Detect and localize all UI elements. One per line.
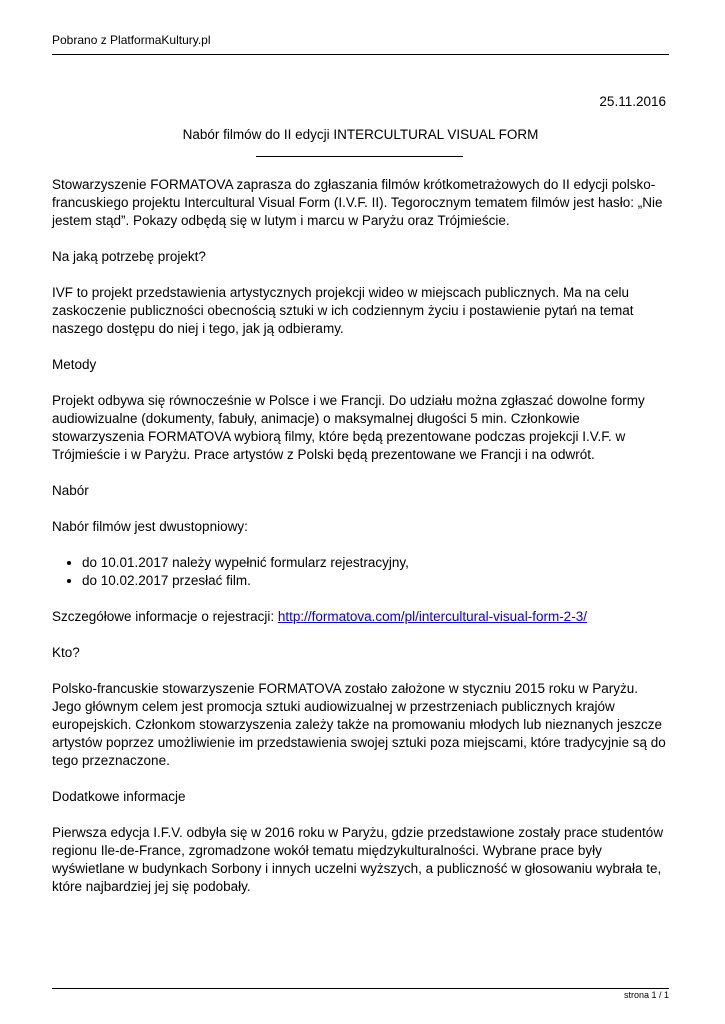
title-underline-divider bbox=[256, 156, 463, 157]
registration-link[interactable]: http://formatova.com/pl/intercultural-visual-form-2-3/ bbox=[277, 609, 587, 624]
recruitment-paragraph: Nabór filmów jest dwustopniowy: bbox=[52, 519, 248, 534]
intro-paragraph: Stowarzyszenie FORMATOVA zaprasza do zgłaszania filmów krótkometrażowych do II edycji polsko-francuskiego projektu Intercultural Visual Form (I.V.F. II). Tegorocznym tematem filmów jest hasło: „Nie jestem stąd”. Pokazy odbędą się w lutym i marcu w Paryżu oraz Trójmieście. bbox=[52, 177, 663, 228]
section-heading-need: Na jaką potrzebę projekt? bbox=[52, 249, 206, 264]
additional-paragraph: Pierwsza edycja I.F.V. odbyła się w 2016 roku w Paryżu, gdzie przedstawione zostały prace studentów regionu Ile-de-France, zgromadzone wokół tematu międzykulturalności. Wybrane prace były wyświetlane w budynkach Sorbony i innych uczelni wyższych, a publiczność w głosowaniu wybrała te, które najbardziej jej się podobały. bbox=[52, 825, 664, 894]
article-title: Nabór filmów do II edycji INTERCULTURAL VISUAL FORM bbox=[182, 127, 539, 142]
who-paragraph: Polsko-francuskie stowarzyszenie FORMATOVA zostało założone w styczniu 2015 roku w Paryżu. Jego głównym celem jest promocja sztuki audiowizualnej w przestrzeniach publicznych krajów europejskich. Członkom stowarzyszenia zależy także na promowaniu młodych lub nieznanych jeszcze artystów poprzez umożliwienie im przedstawienia swojej sztuki poza miejscami, które tradycyjnie są do tego przeznaczone. bbox=[52, 681, 666, 768]
article-body bbox=[52, 176, 670, 914]
methods-paragraph: Projekt odbywa się równocześnie w Polsce i we Francji. Do udziału można zgłaszać dowolne formy audiowizualne (dokumenty, fabuły, animacje) o maksymalnej długości 5 min. Członkowie stowarzyszenia FORMATOVA wybiorą filmy, które będą prezentowane podczas projekcji I.V.F. w Trójmieście i w Paryżu. Prace artystów z Polski będą prezentowane we Francji i na odwrót. bbox=[52, 393, 645, 462]
section-heading-who: Kto? bbox=[52, 645, 80, 660]
registration-paragraph bbox=[52, 608, 670, 626]
registration-label: Szczegółowe informacje o rejestracji: bbox=[52, 609, 278, 624]
section-heading-additional: Dodatkowe informacje bbox=[52, 789, 186, 804]
list-item: • do 10.02.2017 przesłać film. bbox=[82, 572, 670, 590]
header-divider bbox=[52, 54, 669, 55]
page-number: strona 1 / 1 bbox=[623, 990, 669, 1000]
recruitment-steps-list bbox=[52, 554, 670, 590]
list-item: • do 10.01.2017 należy wypełnić formularz rejestracyjny, bbox=[82, 554, 670, 572]
page-source-header: Pobrano z PlatformaKultury.pl bbox=[52, 33, 211, 47]
article-date: 25.11.2016 bbox=[599, 94, 666, 109]
need-paragraph: IVF to projekt przedstawienia artystycznych projekcji wideo w miejscach publicznych. Ma na celu zaskoczenie publiczności obecnością sztuki w ich codziennym życiu i postawienie pytań na temat naszego dostępu do niej i tego, jak ją odbieramy. bbox=[52, 285, 634, 336]
section-heading-methods: Metody bbox=[52, 357, 97, 372]
section-heading-recruitment: Nabór bbox=[52, 483, 89, 498]
footer-divider bbox=[52, 988, 669, 989]
